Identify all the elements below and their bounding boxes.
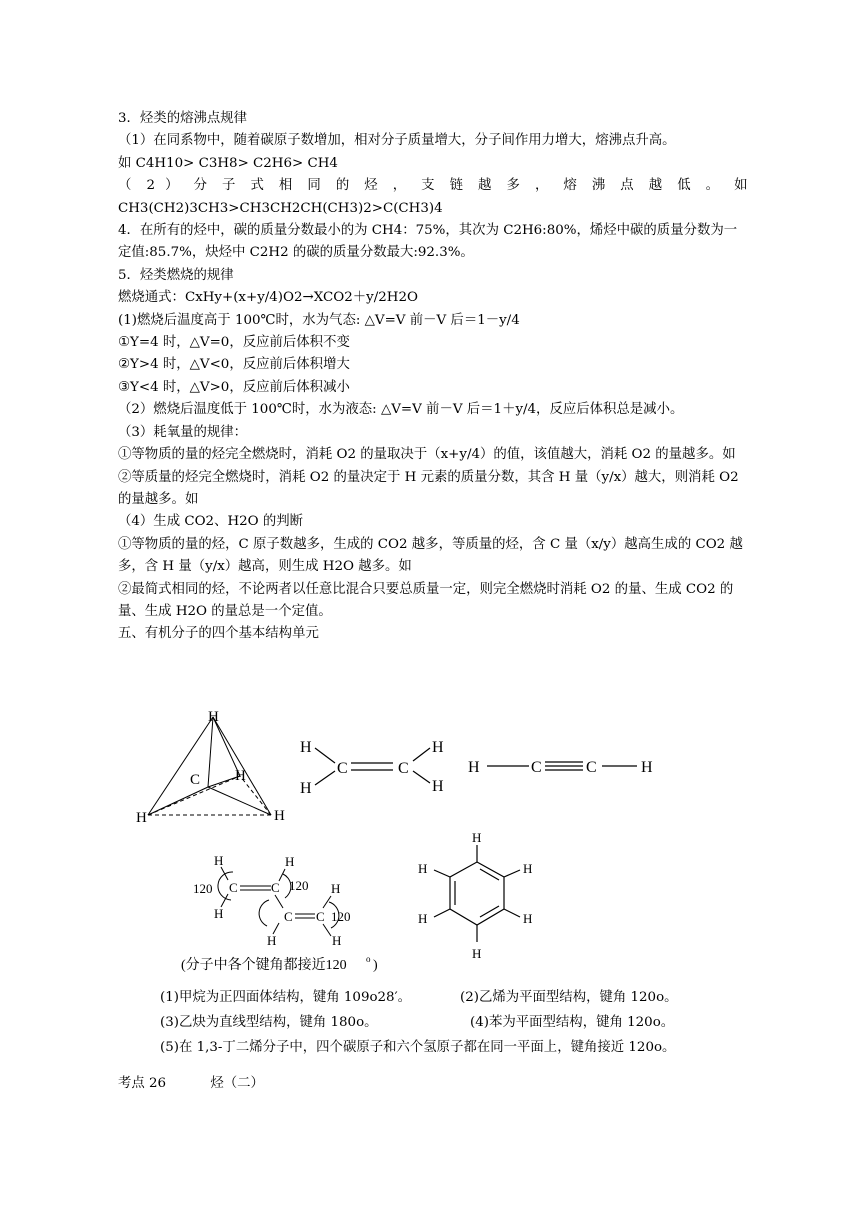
list-item: ①等物质的量的烃完全燃烧时，消耗 O2 的量取决于（x+y/4）的值，该值越大，消耗 O2 的量越多。如 — [118, 447, 736, 463]
atom-label: H — [432, 739, 444, 756]
paragraph: （3）耗氧量的规律： — [118, 424, 248, 440]
atom-label: H — [214, 906, 224, 921]
caption-benzene: (4)苯为平面型结构，键角 120o。 — [470, 1015, 675, 1030]
caption-methane: (1)甲烷为正四面体结构，键角 109o28′。 — [160, 990, 412, 1005]
atom-label: H — [285, 854, 295, 869]
paragraph: 4．在所有的烃中，碳的质量分数最小的为 CH4：75%，其次为 C2H6:80%，烯烃中碳的质量分数为一定值:85.7%，炔烃中 C2H2 的碳的质量分数最大:92.3%。 — [118, 223, 738, 261]
ethylene-structure-figure — [295, 733, 455, 797]
caption-ethylene: (2)乙烯为平面型结构，键角 120o。 — [460, 990, 678, 1005]
list-item: ②最简式相同的烃，不论两者以任意比混合只要总质量一定，则完全燃烧时消耗 O2 的量、生成 CO2 的量、生成 H2O 的量总是一个定值。 — [118, 581, 734, 619]
atom-label: H — [214, 853, 224, 868]
topic-label: 考点 26 — [118, 1076, 167, 1091]
atom-label: H — [523, 861, 533, 876]
paragraph: CH3(CH2)3CH3>CH3CH2CH(CH3)2>C(CH3)4 — [118, 200, 443, 216]
section-footer — [118, 1073, 304, 1095]
atom-label: H — [641, 759, 653, 776]
topic-title: 烃（二） — [210, 1076, 264, 1091]
angle-label: 120 — [289, 878, 309, 893]
section-heading: 5．烃类燃烧的规律 — [118, 267, 234, 283]
degree-mark: o — [366, 954, 371, 964]
list-item: ③Y<4 时，△V>0，反应前后体积减小 — [118, 379, 350, 395]
atom-label: H — [523, 911, 533, 926]
angle-label: 120 — [331, 909, 351, 924]
paragraph: (1)燃烧后温度高于 100℃时，水为气态: △V=V 前－V 后＝1－y/4 — [118, 312, 520, 328]
atom-label: C — [284, 909, 293, 924]
paragraph: （4）生成 CO2、H2O 的判断 — [118, 514, 304, 530]
atom-label: H — [432, 778, 444, 795]
atom-label: H — [468, 759, 480, 776]
atom-label: H — [418, 861, 428, 876]
section-heading: 五、有机分子的四个基本结构单元 — [118, 626, 319, 642]
structure-captions — [160, 985, 780, 1060]
angle-label: 120 — [193, 881, 213, 896]
list-item: ①Y=4 时，△V=0，反应前后体积不变 — [118, 335, 350, 351]
atom-label: C — [398, 760, 409, 777]
paragraph: （1）在同系物中，随着碳原子数增加，相对分子质量增大，分子间作用力增大，熔沸点升高。 — [118, 133, 676, 149]
caption-butadiene: (5)在 1,3-丁二烯分子中，四个碳原子和六个氢原子都在同一平面上，键角接近 120o。 — [160, 1040, 676, 1055]
atom-label: H — [136, 810, 147, 826]
atom-label: C — [271, 880, 280, 895]
paragraph: （2）燃烧后温度低于 100℃时，水为液态: △V=V 前－V 后＝1＋y/4，反应后体积总是减小。 — [118, 402, 684, 418]
atom-label: C — [586, 759, 597, 776]
paragraph: （ 2 ） 分 子 式 相 同 的 烃 ， 支 链 越 多 ， 熔 沸 点 越 低 。 如 — [118, 178, 748, 194]
figure-note: (分子中各个键角都接近120 — [181, 958, 347, 973]
atom-label: H — [208, 709, 219, 725]
atom-label: H — [235, 768, 246, 784]
atom-label: C — [531, 759, 542, 776]
atom-label: H — [331, 881, 341, 896]
figure-note-close: ) — [373, 958, 378, 973]
atom-label: H — [274, 808, 285, 824]
acetylene-structure-figure — [465, 752, 665, 782]
atom-label: H — [418, 911, 428, 926]
atom-label: C — [337, 760, 348, 777]
list-item: ②等质量的烃完全燃烧时，消耗 O2 的量决定于 H 元素的质量分数，其含 H 量（y/x）越大，则消耗 O2 的量越多。如 — [118, 469, 739, 507]
methane-structure-figure — [128, 702, 288, 830]
butadiene-structure-figure — [175, 850, 390, 975]
paragraph: 如 C4H10> C3H8> C2H6> CH4 — [118, 155, 338, 171]
document-body — [118, 108, 748, 646]
atom-label: H — [472, 830, 482, 845]
list-item: ②Y>4 时，△V<0，反应前后体积增大 — [118, 357, 350, 373]
atom-label: C — [190, 772, 201, 788]
atom-label: C — [229, 880, 238, 895]
benzene-structure-figure — [410, 825, 550, 975]
atom-label: H — [300, 739, 312, 756]
formula-line: 燃烧通式：CxHy+(x+y/4)O2→XCO2＋y/2H2O — [118, 290, 418, 306]
atom-label: H — [300, 780, 312, 797]
atom-label: C — [316, 909, 325, 924]
atom-label: H — [332, 933, 342, 948]
atom-label: H — [267, 933, 277, 948]
caption-acetylene: (3)乙炔为直线型结构，键角 180o。 — [160, 1015, 378, 1030]
list-item: ①等物质的量的烃，C 原子数越多，生成的 CO2 越多，等质量的烃，含 C 量（x/y）越高生成的 CO2 越多，含 H 量（y/x）越高，则生成 H2O 越多。如 — [118, 536, 743, 575]
section-heading: 3．烃类的熔沸点规律 — [118, 111, 248, 126]
atom-label: H — [472, 946, 482, 961]
